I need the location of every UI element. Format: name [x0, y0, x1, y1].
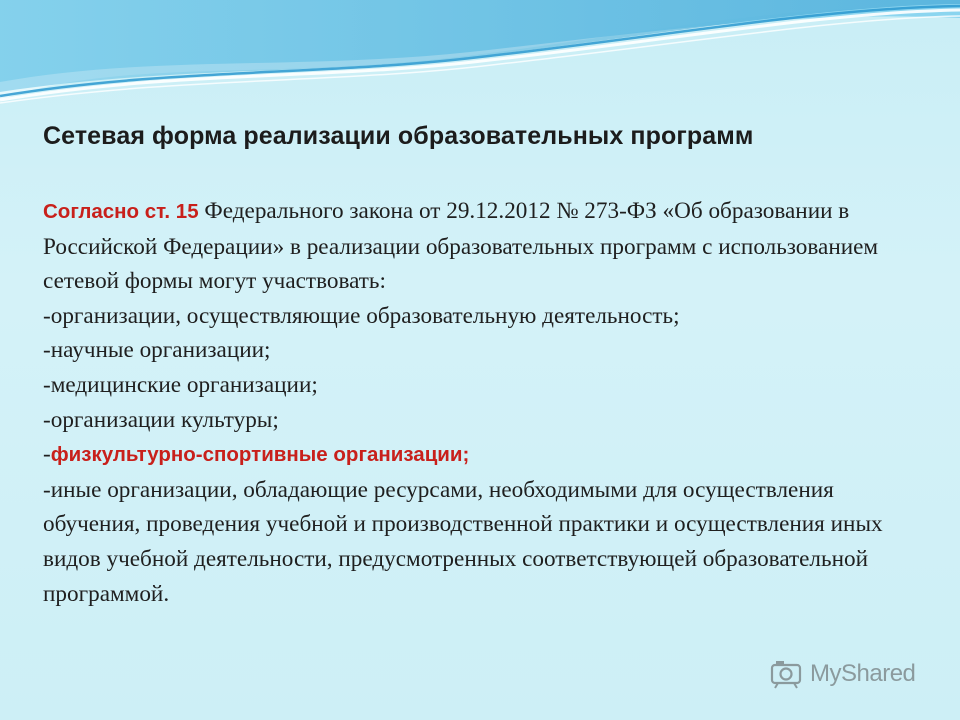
list-item: -научные организации; [43, 337, 271, 364]
watermark-text: MyShared [810, 660, 916, 687]
slide-body [43, 194, 918, 611]
list-item: -медицинские организации; [43, 371, 318, 398]
list-item: -организации культуры; [43, 406, 279, 433]
highlighted-item-text: физкультурно-спортивные организации; [50, 443, 470, 467]
slide-title: Сетевая форма реализации образовательных программ [43, 122, 754, 150]
watermark [766, 658, 915, 690]
intro-paragraph [43, 194, 918, 299]
wave-decoration [0, 0, 960, 110]
list-item-highlighted [43, 437, 918, 473]
list-item: -организации, осуществляющие образовательную деятельность; [43, 302, 680, 329]
list-item-dash: - [43, 441, 51, 468]
list-item-last: -иные организации, обладающие ресурсами, необходимыми для осуществления обучения, проведения учебной и производственной практики и осуществления иных видов учебной деятельности, предусмотренных соответствующей образовательной программой. [43, 476, 883, 607]
law-reference-highlight: Согласно ст. 15 [43, 200, 199, 223]
intro-text: Федерального закона от 29.12.2012 № 273-ФЗ «Об образовании в Российской Федерации» в реализации образовательных программ с использованием сетевой формы могут участвовать: [43, 198, 879, 295]
projector-icon [766, 659, 806, 689]
